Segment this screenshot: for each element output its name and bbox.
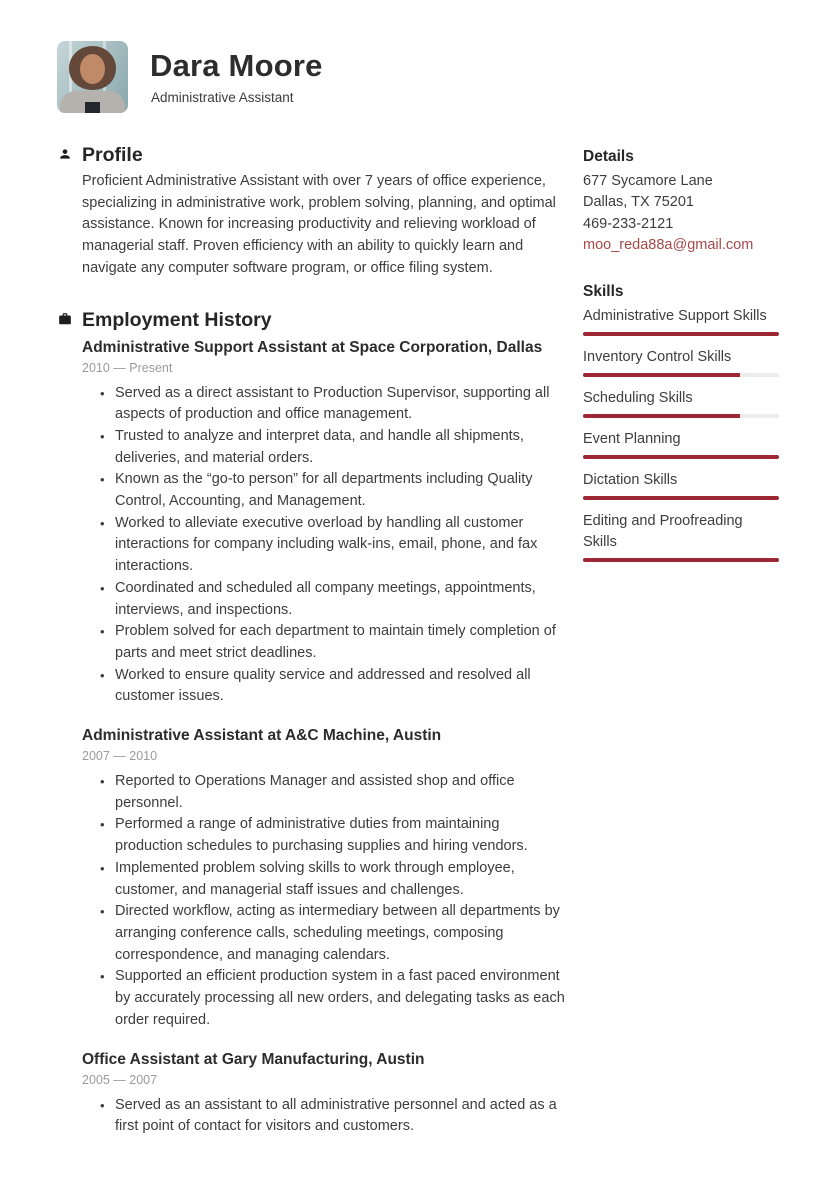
skill-bar-track: [583, 496, 779, 500]
email-link[interactable]: moo_reda88a@gmail.com: [583, 236, 754, 253]
job-bullet: • Supported an efficient production system in a fast paced environment by accurately processing all new orders, and delegating tasks as each order required.: [100, 966, 566, 1031]
job-entry: [82, 726, 566, 1031]
skill-name: Inventory Control Skills: [583, 349, 732, 366]
skill-name: Event Planning: [583, 431, 681, 448]
job-bullet-list: [100, 1095, 566, 1138]
job-entry: [82, 1050, 566, 1138]
details-heading: Details: [583, 148, 634, 165]
job-dates: 2007 — 2010: [82, 749, 158, 764]
skill-bar-fill: [583, 414, 740, 418]
skill-bar-track: [583, 332, 779, 336]
skill-bar-fill: [583, 455, 779, 459]
skill-item: [583, 511, 779, 562]
address-line-2: Dallas, TX 75201: [583, 194, 694, 211]
profile-summary: Proficient Administrative Assistant with over 7 years of office experience, specializing in administrative work, problem solving, planning, and optimal assistance. Known for increasing productivity and relieving workload of managerial staff. Proven efficiency with an ability to quickly learn and navigate any computer software program, or office filing system.: [82, 173, 556, 276]
profile-photo: [57, 41, 128, 113]
candidate-job-title: Administrative Assistant: [151, 90, 294, 105]
skill-bar-fill: [583, 332, 779, 336]
job-bullet: • Implemented problem solving skills to work through employee, customer, and managerial staff issues and challenges.: [100, 858, 566, 901]
job-bullet: • Trusted to analyze and interpret data, and handle all shipments, deliveries, and material orders.: [100, 426, 566, 469]
job-bullet: • Known as the “go-to person” for all departments including Quality Control, Accounting, and Management.: [100, 469, 566, 512]
job-bullet: • Served as a direct assistant to Production Supervisor, supporting all aspects of production and office management.: [100, 383, 566, 426]
skill-bar-fill: [583, 496, 779, 500]
employment-section-header: [58, 307, 566, 333]
skill-bar-track: [583, 373, 779, 377]
employment-section-title: Employment History: [82, 308, 272, 331]
skill-name: Dictation Skills: [583, 472, 678, 489]
job-bullet: • Coordinated and scheduled all company meetings, appointments, interviews, and inspections.: [100, 578, 566, 621]
skill-name: Editing and Proofreading Skills: [583, 513, 743, 551]
employment-section: [58, 307, 566, 1138]
job-bullet-list: [100, 383, 566, 709]
main-column: [58, 142, 566, 1138]
skill-item: [583, 429, 779, 459]
job-bullet: • Problem solved for each department to maintain timely completion of parts and meet strict deadlines.: [100, 621, 566, 664]
skill-bar-fill: [583, 558, 779, 562]
profile-section-header: [58, 142, 566, 168]
person-icon: [58, 142, 82, 161]
skills-section: [583, 281, 779, 562]
briefcase-icon: [58, 307, 82, 326]
job-dates: 2010 — Present: [82, 360, 173, 375]
phone-number: 469-233-2121: [583, 215, 674, 232]
skill-bar-track: [583, 414, 779, 418]
job-bullet: • Reported to Operations Manager and assisted shop and office personnel.: [100, 771, 566, 814]
skill-bar-fill: [583, 373, 740, 377]
job-bullet: • Worked to ensure quality service and addressed and resolved all customer issues.: [100, 665, 566, 708]
job-bullet: • Worked to alleviate executive overload by handling all customer interactions for company including walk-ins, email, phone, and fax interactions.: [100, 513, 566, 578]
skill-bar-track: [583, 455, 779, 459]
address-line-1: 677 Sycamore Lane: [583, 173, 713, 189]
job-bullet-list: [100, 771, 566, 1031]
skill-bar-track: [583, 558, 779, 562]
skill-item: [583, 347, 779, 377]
skill-item: [583, 388, 779, 418]
profile-section-title: Profile: [82, 144, 143, 166]
job-dates: 2005 — 2007: [82, 1072, 158, 1087]
skill-item: [583, 470, 779, 500]
job-bullet: • Directed workflow, acting as intermediary between all departments by arranging conference calls, scheduling meetings, composing correspondence, and managing calendars.: [100, 901, 566, 966]
photo-shirt-shape: [85, 102, 100, 113]
job-bullet: • Performed a range of administrative duties from maintaining production schedules to purchasing supplies and hiring vendors.: [100, 814, 566, 857]
job-bullet: • Served as an assistant to all administrative personnel and acted as a first point of contact for visitors and customers.: [100, 1095, 566, 1138]
sidebar: [583, 146, 779, 573]
skill-name: Administrative Support Skills: [583, 308, 767, 325]
job-entry: [82, 338, 566, 709]
job-title: Office Assistant at Gary Manufacturing, Austin: [82, 1050, 425, 1068]
job-title: Administrative Assistant at A&C Machine, Austin: [82, 727, 442, 745]
photo-face-shape: [80, 54, 105, 84]
candidate-name: Dara Moore: [150, 48, 323, 83]
job-title: Administrative Support Assistant at Space Corporation, Dallas: [82, 338, 543, 356]
skill-name: Scheduling Skills: [583, 390, 693, 407]
skill-item: [583, 306, 779, 336]
skills-heading: Skills: [583, 283, 624, 301]
